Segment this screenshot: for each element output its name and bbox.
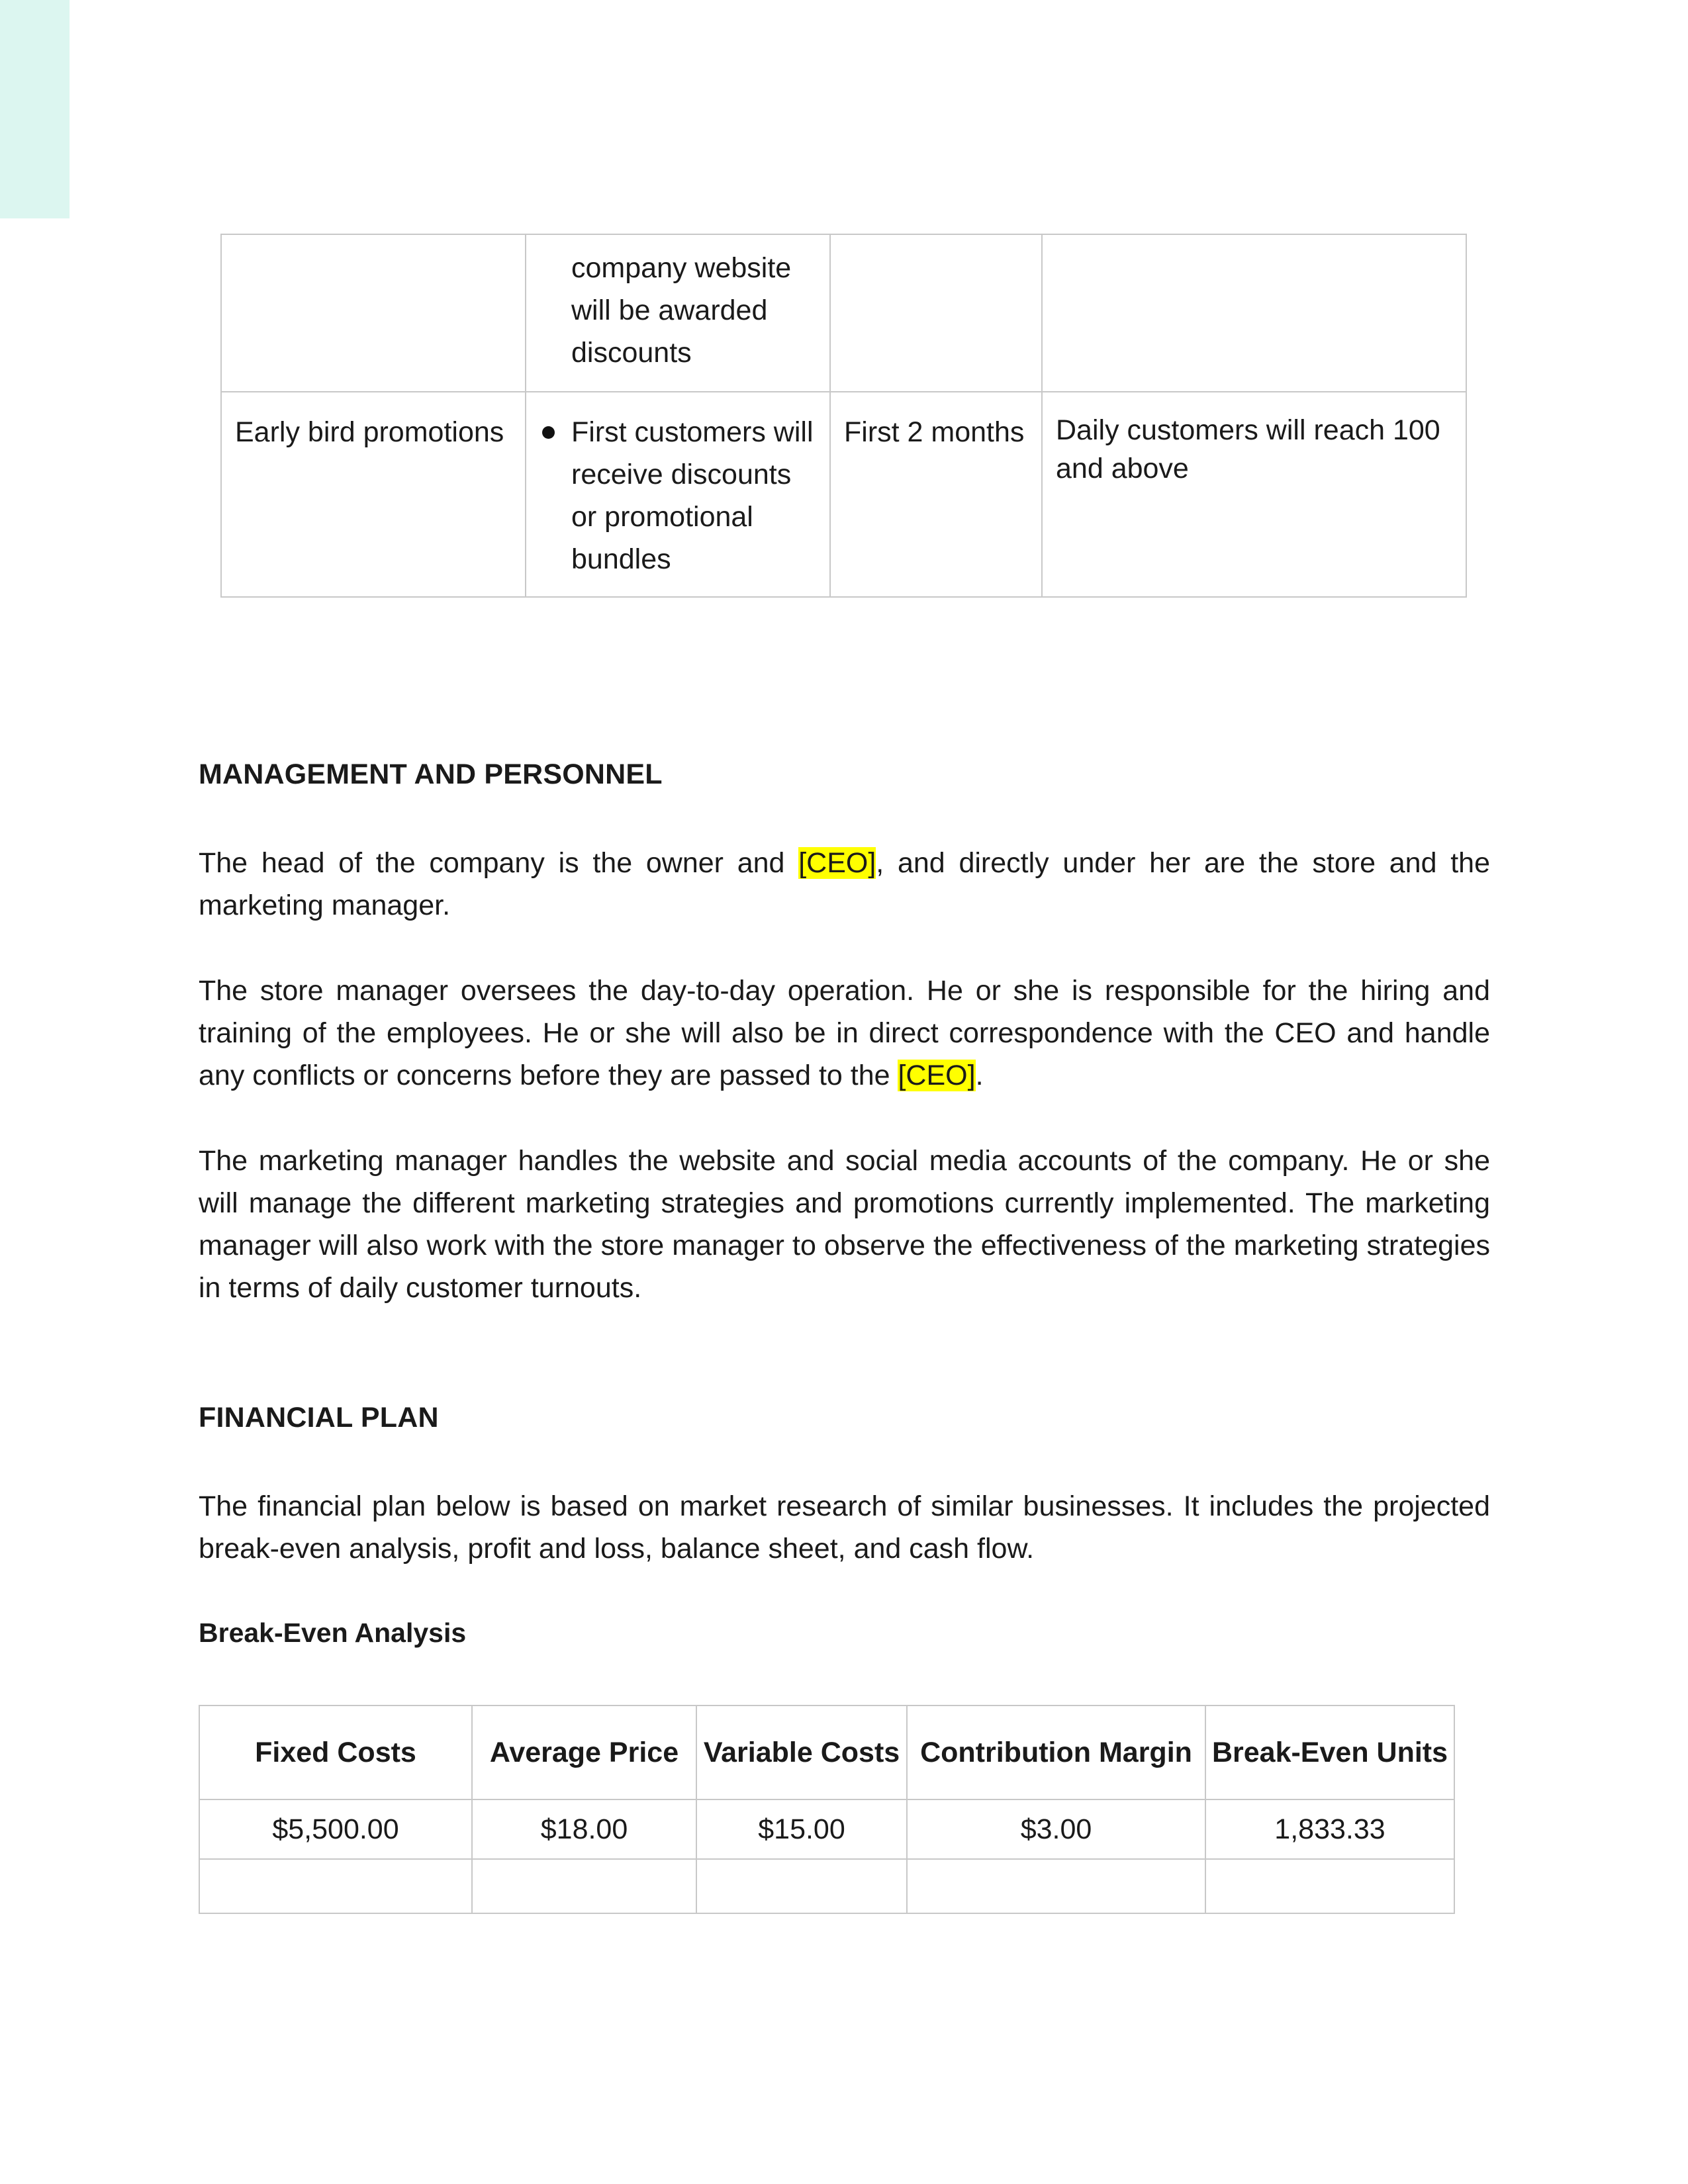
goal-cell xyxy=(1042,392,1466,597)
text-run: . xyxy=(975,1060,984,1091)
cell-line: discounts xyxy=(571,337,692,369)
table-cell xyxy=(221,234,526,392)
bullet-item xyxy=(539,411,816,580)
break-even-subheading: Break-Even Analysis xyxy=(199,1617,467,1648)
table-row-empty xyxy=(199,1859,1454,1913)
table-cell: 1,833.33 xyxy=(1205,1799,1454,1859)
column-header: Contribution Margin xyxy=(907,1706,1205,1799)
table-cell: $3.00 xyxy=(907,1799,1205,1859)
table-cell: $18.00 xyxy=(472,1799,696,1859)
cell-line: bundles xyxy=(571,543,671,575)
cell-line: will be awarded xyxy=(571,295,768,326)
column-header: Fixed Costs xyxy=(199,1706,472,1799)
cell-line: and above xyxy=(1056,453,1189,484)
table-cell xyxy=(199,1859,472,1913)
table-cell xyxy=(472,1859,696,1913)
table-cell: $15.00 xyxy=(696,1799,907,1859)
management-heading: MANAGEMENT AND PERSONNEL xyxy=(199,758,663,790)
ceo-placeholder-highlight: [CEO] xyxy=(898,1060,976,1091)
table-row xyxy=(221,392,1466,597)
marketing-strategy-table-continued xyxy=(220,234,1467,598)
column-header: Variable Costs xyxy=(696,1706,907,1799)
management-paragraph-3: The marketing manager handles the website and social media accounts of the company. He or she will manage the different marketing strategies and promotions currently implemented. The marketing manager will also work with the store manager to observe the effectiveness of the marketing strategies in terms of daily customer turnouts. xyxy=(199,1145,1490,1304)
ceo-placeholder-highlight: [CEO] xyxy=(798,847,876,879)
text-run: , and directly under her are the store and the marketing manager. xyxy=(199,847,1491,921)
financial-plan-paragraph: The financial plan below is based on market research of similar businesses. It includes the projected break-even analysis, profit and loss, balance sheet, and cash flow. xyxy=(199,1490,1490,1565)
financial-plan-heading: FINANCIAL PLAN xyxy=(199,1402,439,1433)
cell-line: company website xyxy=(571,252,792,284)
table-row xyxy=(221,234,1466,392)
table-row xyxy=(199,1799,1454,1859)
timeline-cell: First 2 months xyxy=(830,392,1042,597)
table-cell xyxy=(526,234,830,392)
corner-tab-decoration xyxy=(0,0,70,218)
table-header-row xyxy=(199,1706,1454,1799)
table-cell xyxy=(907,1859,1205,1913)
cell-line: receive discounts xyxy=(571,459,792,490)
table-cell: $5,500.00 xyxy=(199,1799,472,1859)
bullet-dot-icon xyxy=(542,426,555,439)
cell-line: Daily customers will reach 100 xyxy=(1056,414,1440,446)
text-run: The store manager oversees the day-to-day operation. He or she is responsible for the hiring and training of the employees. He or she will also be in direct correspondence with the CEO and handle any conflicts or concerns before they are passed to the xyxy=(199,975,1490,1091)
management-paragraph-2 xyxy=(199,970,1490,1097)
text-run: The head of the company is the owner and xyxy=(199,847,799,879)
column-header: Break-Even Units xyxy=(1205,1706,1454,1799)
break-even-table xyxy=(199,1705,1455,1914)
table-cell xyxy=(1042,234,1466,392)
table-cell xyxy=(830,234,1042,392)
table-cell xyxy=(1205,1859,1454,1913)
column-header: Average Price xyxy=(472,1706,696,1799)
strategy-description-cell xyxy=(526,392,830,597)
management-paragraph-1 xyxy=(199,842,1490,927)
table-cell xyxy=(696,1859,907,1913)
strategy-name-cell: Early bird promotions xyxy=(221,392,526,597)
cell-line: First customers will xyxy=(571,416,814,448)
cell-line: or promotional xyxy=(571,501,753,533)
